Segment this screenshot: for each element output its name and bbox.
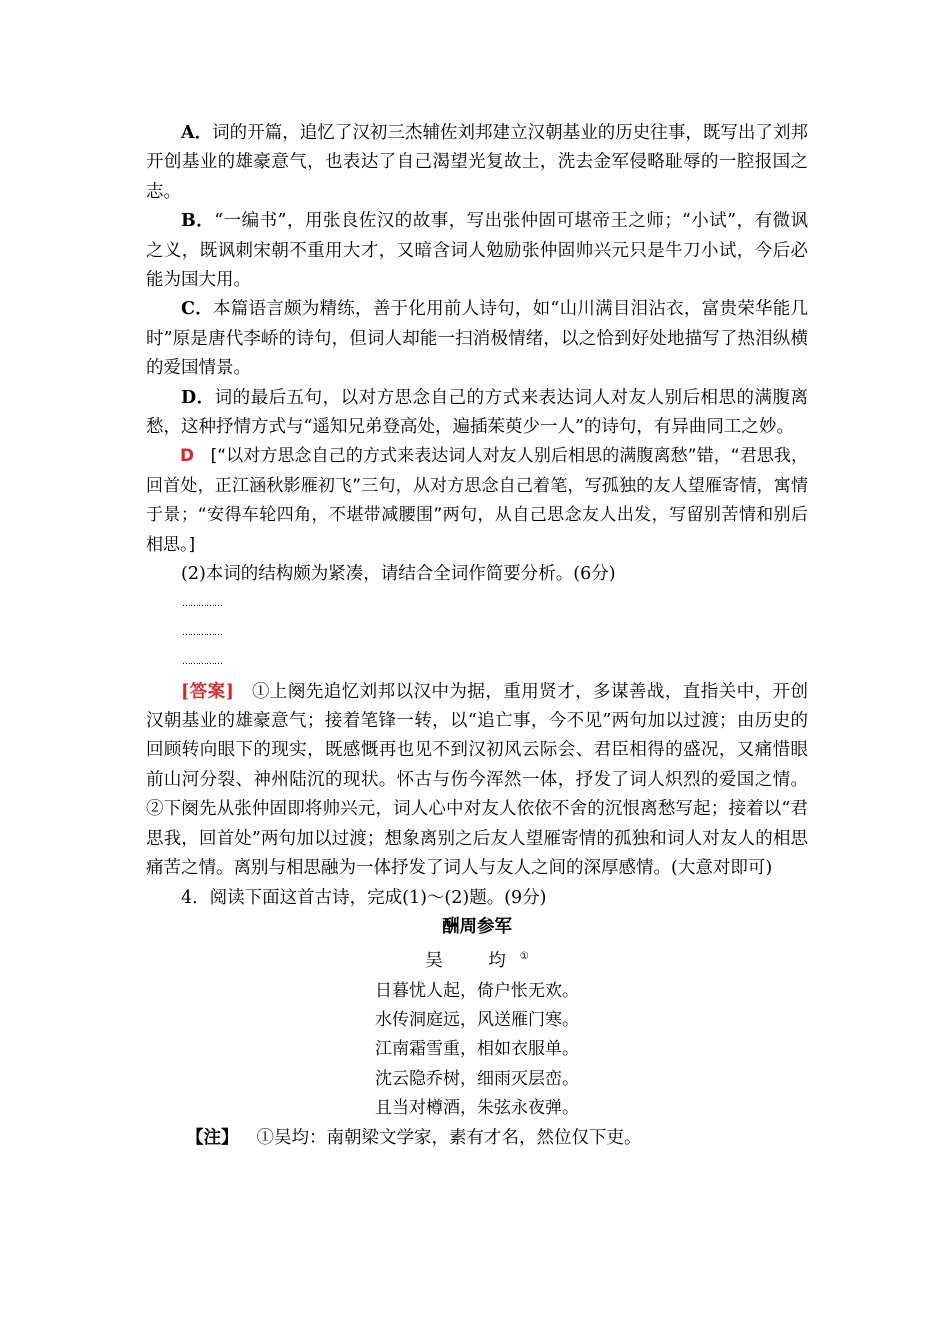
poem-line: 日暮忧人起，倚户怅无欢。 bbox=[375, 980, 579, 1001]
option-text: 词的开篇，追忆了汉初三杰辅佐刘邦建立汉朝基业的历史往事，既写出了刘邦开创基业的雄豪意气，也表达了自己渴望光复故土，洗去金军侵略耻辱的一腔报国之志。 bbox=[146, 123, 809, 202]
option-letter: D． bbox=[181, 387, 215, 408]
option-d bbox=[146, 384, 808, 443]
option-c bbox=[146, 295, 808, 383]
footnote-text: ①吴均：南朝梁文学家，素有才名，然位仅下吏。 bbox=[256, 1127, 642, 1148]
document-body bbox=[146, 119, 808, 1153]
option-a bbox=[146, 119, 808, 207]
answer-blank-line: …………… bbox=[182, 657, 222, 668]
option-text: 词的最后五句，以对方思念自己的方式来表达词人对友人别后相思的满腹离愁，这种抒情方式与“遥知兄弟登高处，遍插茱萸少一人”的诗句，有异曲同工之妙。 bbox=[146, 387, 808, 438]
poem-line: 沈云隐乔树，细雨灭层峦。 bbox=[375, 1068, 579, 1089]
answer-blank-line: …………… bbox=[182, 598, 222, 609]
q1-answer bbox=[146, 442, 808, 560]
poem-line: 水传洞庭远，风送雁门寒。 bbox=[375, 1009, 579, 1030]
option-text: “一编书”，用张良佐汉的故事，写出张仲固可堪帝王之师；“小试”，有微讽之义，既讽刺宋朝不重用大才，又暗含词人勉励张仲固帅兴元只是牛刀小试，今后必能为国大用。 bbox=[146, 211, 808, 291]
option-letter: B． bbox=[181, 211, 215, 232]
footnote-mark: ① bbox=[519, 951, 529, 963]
option-letter: A． bbox=[181, 123, 213, 143]
footnote-label: 【注】 bbox=[186, 1127, 239, 1148]
option-letter: C． bbox=[181, 299, 213, 320]
option-b bbox=[146, 207, 808, 295]
footnote bbox=[146, 1124, 808, 1153]
q4-prompt: 4．阅读下面这首古诗，完成(1)～(2)题。(9分) bbox=[181, 887, 547, 908]
poem-author bbox=[146, 942, 808, 976]
q2-prompt: (2)本词的结构颇为紧凑，请结合全词作简要分析。(6分) bbox=[181, 564, 616, 585]
answer-letter: D bbox=[180, 446, 195, 467]
answer-analysis: [“以对方思念自己的方式来表达词人对友人别后相思的满腹离愁”错，“君思我，回首处，正江涵秋影雁初飞”三句，从对方思念自己着笔，写孤独的友人望雁寄情，寓情于景；“安得车轮四角，不堪带减腰围”两句，从自己思念友人出发，写留别苦情和别后相思。] bbox=[146, 446, 808, 555]
answer-text: ①上阕先追忆刘邦以汉中为据，重用贤才，多谋善战，直指关中，开创汉朝基业的雄豪意气；接着笔锋一转，以“追亡事，今不见”两句加以过渡；由历史的回顾转向眼下的现实，既感慨再也见不到汉初风云际会、君臣相得的盛况，又痛惜眼前山河分裂、神州陆沉的现状。怀古与伤今浑然一体，抒发了词人炽烈的爱国之情。②下阕先从张仲固即将帅兴元，词人心中对友人依依不舍的沉恨离愁写起；接着以“君思我，回首处”两句加以过渡；想象离别之后友人望雁寄情的孤独和词人对友人的相思痛苦之情。离别与相思融为一体抒发了词人与友人之间的深厚感情。(大意对即可) bbox=[146, 681, 808, 879]
poem-title: 酬周参军 bbox=[442, 916, 512, 937]
poem-author-name: 吴 均 bbox=[425, 951, 520, 972]
option-text: 本篇语言颇为精练，善于化用前人诗句，如“山川满目泪沾衣，富贵荣华能几时”原是唐代李峤的诗句，但词人却能一扫消极情绪，以之恰到好处地描写了热泪纵横的爱国情景。 bbox=[146, 299, 808, 379]
poem-line: 江南霜雪重，相如衣服单。 bbox=[375, 1039, 579, 1060]
poem-line: 且当对樽酒，朱弦永夜弹。 bbox=[375, 1098, 579, 1119]
answer-blank-line: …………… bbox=[182, 627, 222, 638]
q2-answer bbox=[146, 678, 808, 884]
answer-label: [答案] bbox=[181, 681, 234, 702]
